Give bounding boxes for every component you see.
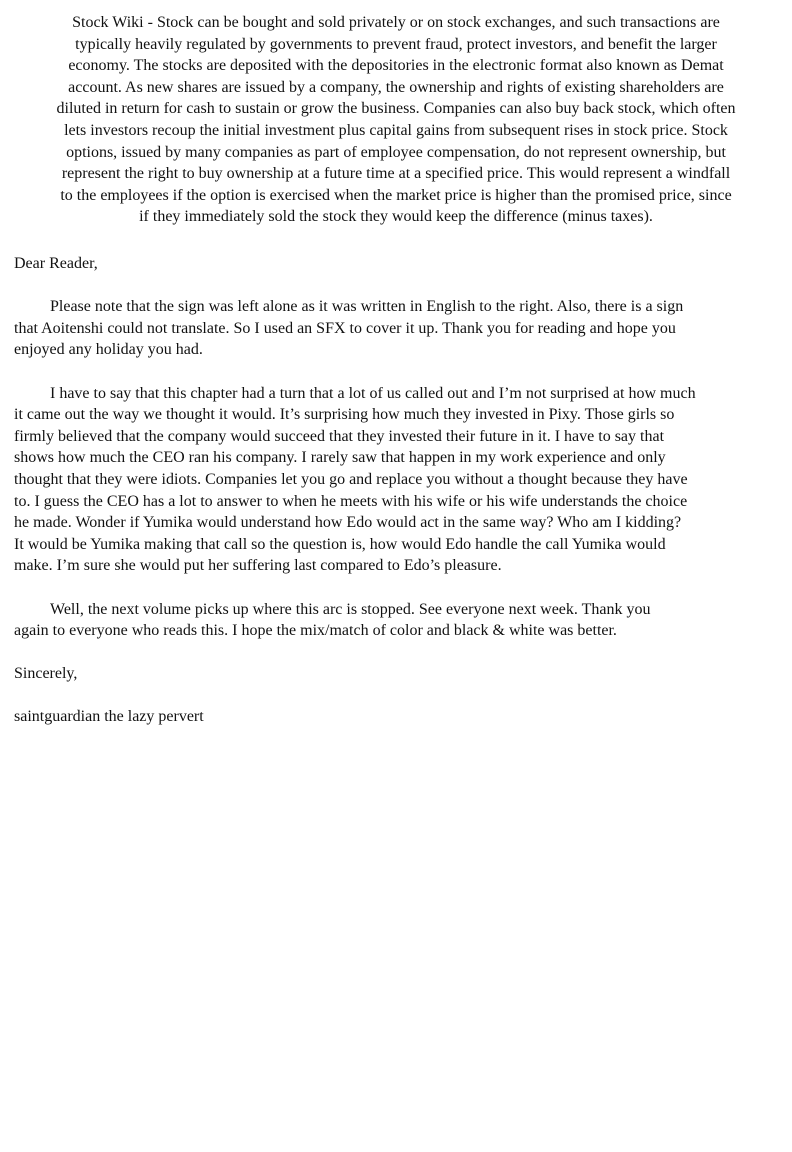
letter	[14, 253, 786, 750]
letter-paragraph: I have to say that this chapter had a turn that a lot of us called out and I’m not surprised at how much it came out the way we thought it would. It’s surprising how much they invested in Pixy. Those girls so firmly believed that the company would succeed that they invested their future in it. I have to say that shows how much the CEO ran his company. I rarely saw that happen in my work experience and only thought that they were idiots. Companies let you go and replace you without a thought because they have to. I guess the CEO has a lot to answer to when he meets with his wife or his wife understands the choice he made. Wonder if Yumika would understand how Edo would act in the same way? Who am I kidding? It would be Yumika making that call so the question is, how would Edo handle the call Yumika would make. I’m sure she would put her suffering last compared to Edo’s pleasure.	[14, 384, 696, 575]
stock-wiki-intro	[6, 12, 786, 228]
greeting: Dear Reader,	[14, 255, 98, 272]
closing: Sincerely,	[14, 665, 78, 683]
signature: saintguardian the lazy pervert	[14, 708, 204, 726]
intro-label: Stock Wiki -	[72, 14, 157, 31]
intro-text: Stock can be bought and sold privately or on stock exchanges, and such transactions are typically heavily regulated by governments to prevent fraud, protect investors, and benefit the larger economy. The stocks are deposited with the depositories in the electronic format also known as Demat account. As new shares are issued by a company, the ownership and rights of existing shareholders are diluted in return for cash to sustain or grow the business. Companies can also buy back stock, which often lets investors recoup the initial investment plus capital gains from subsequent rises in stock price. Stock options, issued by many companies as part of employee compensation, do not represent ownership, but represent the right to buy ownership at a future time at a specified price. This would represent a windfall to the employees if the option is exercised when the market price is higher than the promised price, since if they immediately sold the stock they would keep the difference (minus taxes).	[56, 14, 736, 226]
letter-paragraph: Well, the next volume picks up where this arc is stopped. See everyone next week. Thank you again to everyone who reads this. I hope the mix/match of color and black & white was better.	[14, 600, 651, 640]
letter-paragraph: Please note that the sign was left alone as it was written in English to the right. Also, there is a sign that Aoitenshi could not translate. So I used an SFX to cover it up. Thank you for reading and hope you enjoyed any holiday you had.	[14, 298, 684, 359]
